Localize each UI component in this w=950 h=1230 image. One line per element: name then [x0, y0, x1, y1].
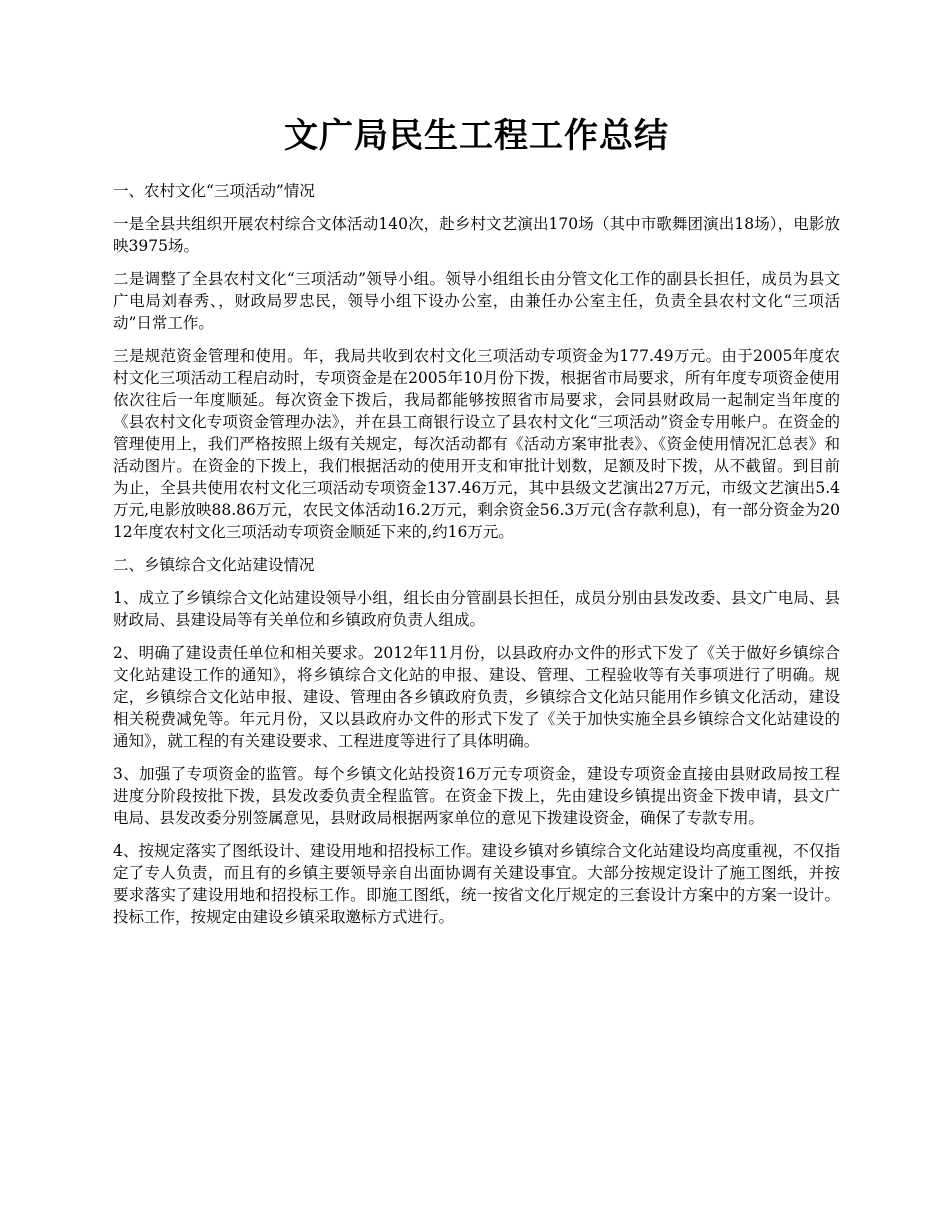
section-heading-culture-stations: 二、乡镇综合文化站建设情况: [113, 556, 315, 574]
section-heading-rural-culture: 一、农村文化“三项活动”情况: [113, 182, 315, 200]
document-title: 文广局民生工程工作总结: [284, 116, 669, 156]
paragraph-item-4: 4、按规定落实了图纸设计、建设用地和招投标工作。建设乡镇对乡镇综合文化站建设均高度重视，不仅指定了专人负责，而且有的乡镇主要领导亲自出面协调有关建设事宜。大部分按规定设计了施工图纸，并按要求落实了建设用地和招投标工作。即施工图纸，统一按省文化厅规定的三套设计方案中的方案一设计。投标工作，按规定由建设乡镇采取邀标方式进行。: [113, 842, 840, 926]
paragraph-item-3: 3、加强了专项资金的监管。每个乡镇文化站投资16万元专项资金，建设专项资金直接由县财政局按工程进度分阶段按批下拨，县发改委负责全程监管。在资金下拨上，先由建设乡镇提出资金下拨申请，县文广电局、县发改委分别签属意见，县财政局根据两家单位的意见下拨建设资金，确保了专款专用。: [113, 765, 840, 827]
paragraph-item-2: 2、明确了建设责任单位和相关要求。2012年11月份，以县政府办文件的形式下发了《关于做好乡镇综合文化站建设工作的通知》，将乡镇综合文化站的申报、建设、管理、工程验收等有关事项进行了明确。规定，乡镇综合文化站申报、建设、管理由各乡镇政府负责，乡镇综合文化站只能用作乡镇文化活动，建设相关税费减免等。年元月份，又以县政府办文件的形式下发了《关于加快实施全县乡镇综合文化站建设的通知》，就工程的有关建设要求、工程进度等进行了具体明确。: [113, 644, 840, 750]
document-body: [113, 180, 840, 939]
paragraph-leadership-group: 二是调整了全县农村文化“三项活动”领导小组。领导小组组长由分管文化工作的副县长担任，成员为县文广电局刘春秀、，财政局罗忠民，领导小组下设办公室，由兼任办公室主任，负责全县农村文化“三项活动”日常工作。: [113, 270, 840, 332]
paragraph-item-1: 1、成立了乡镇综合文化站建设领导小组，组长由分管副县长担任，成员分别由县发改委、县文广电局、县财政局、县建设局等有关单位和乡镇政府负责人组成。: [113, 589, 840, 629]
paragraph-activities-count: 一是全县共组织开展农村综合文体活动140次，赴乡村文艺演出170场（其中市歌舞团演出18场），电影放映3975场。: [113, 215, 840, 255]
paragraph-fund-management: 三是规范资金管理和使用。年，我局共收到农村文化三项活动专项资金为177.49万元。由于2005年度农村文化三项活动工程启动时，专项资金是在2005年10月份下拨，根据省市局要求，所有年度专项资金使用依次往后一年度顺延。每次资金下拨后，我局都能够按照省市局要求，会同县财政局一起制定当年度的《县农村文化专项资金管理办法》，并在县工商银行设立了县农村文化“三项活动”资金专用帐户。在资金的管理使用上，我们严格按照上级有关规定，每次活动都有《活动方案审批表》、《资金使用情况汇总表》和活动图片。在资金的下拨上，我们根据活动的使用开支和审批计划数，足额及时下拨，从不截留。到目前为止，全县共使用农村文化三项活动专项资金137.46万元，其中县级文艺演出27万元，市级文艺演出5.4万元,电影放映88.86万元，农民文体活动16.2万元，剩余资金56.3万元(含存款利息)，有一部分资金为2012年度农村文化三项活动专项资金顺延下来的,约16万元。: [113, 347, 840, 541]
